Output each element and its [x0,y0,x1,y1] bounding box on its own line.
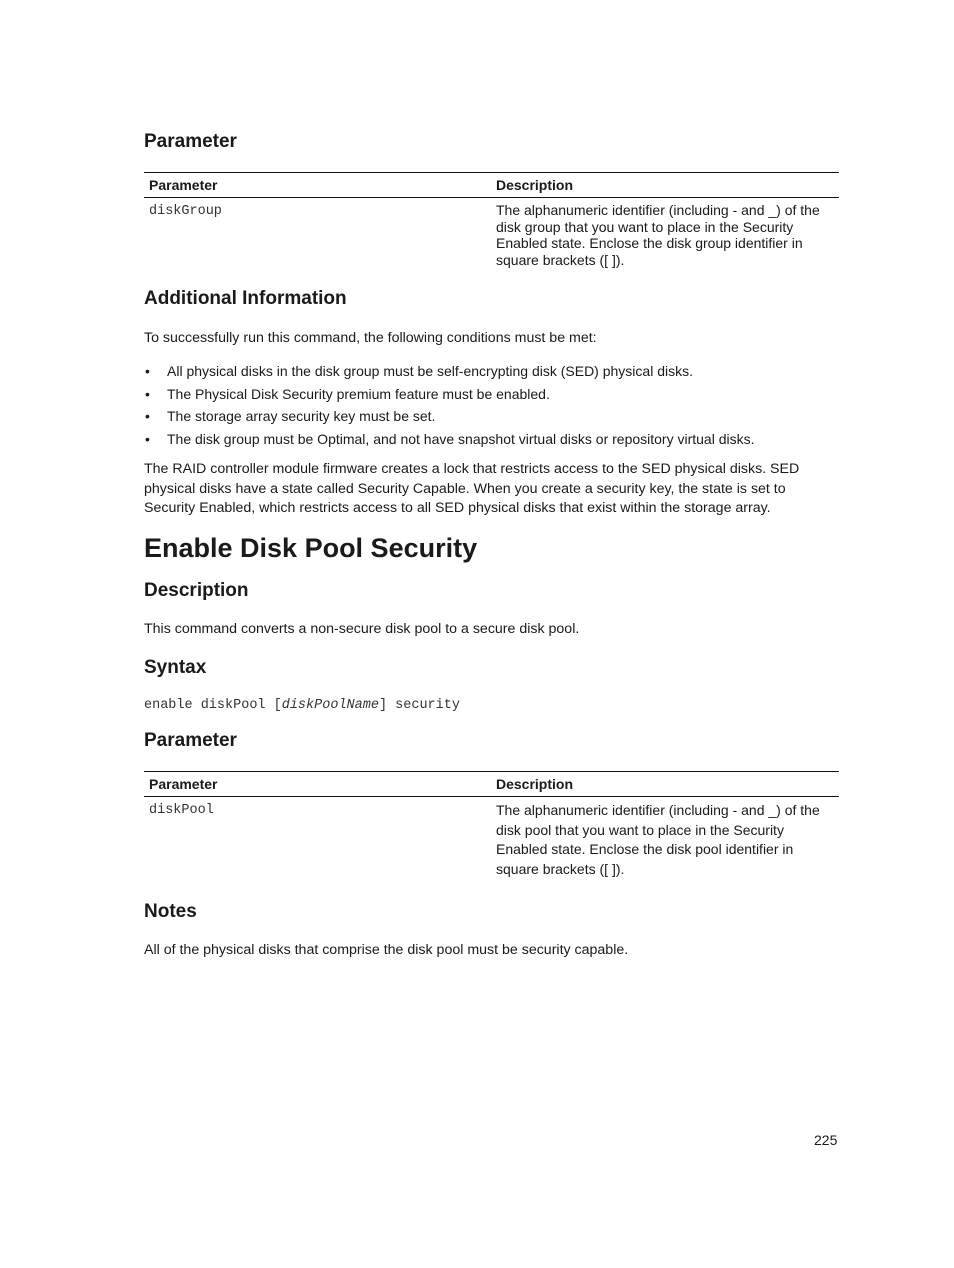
parameter-heading: Parameter [144,730,237,751]
list-item: • The disk group must be Optimal, and not have snapshot virtual disks or repository virtual disks. [144,428,839,451]
section-title: Enable Disk Pool Security [144,533,478,563]
description-text: This command converts a non-secure disk pool to a secure disk pool. [144,621,580,637]
column-header-parameter: Parameter [144,772,491,797]
firmware-paragraph: The RAID controller module firmware creates a lock that restricts access to the SED physical disks. SED physical disks have a state called Security Capable. When you create a security key, the state is set to Security Enabled, which restricts access to all SED physical disks that exist within the storage array. [144,461,800,516]
list-item: • The storage array security key must be set. [144,405,839,428]
parameter-description: The alphanumeric identifier (including - and _) of the disk pool that you want to place in the Security Enabled state. Enclose the disk pool identifier in square brackets ([ ]). [496,802,820,877]
syntax-code [144,696,839,716]
additional-information-heading: Additional Information [144,288,347,309]
syntax-prefix: enable diskPool [ [144,698,282,713]
list-item: • All physical disks in the disk group must be self-encrypting disk (SED) physical disks. [144,360,839,383]
conditions-list [144,360,839,450]
parameter-name: diskPool [149,803,214,818]
notes-text: All of the physical disks that comprise the disk pool must be security capable. [144,942,629,958]
syntax-variable: diskPoolName [281,698,379,713]
parameter-name: diskGroup [149,204,222,219]
syntax-heading: Syntax [144,657,207,678]
notes-heading: Notes [144,901,197,922]
table-row [144,198,839,269]
page-number: 225 [814,1132,838,1148]
column-header-description: Description [491,173,839,198]
parameter-description: The alphanumeric identifier (including - and _) of the disk group that you want to place in the Security Enabled state. Enclose the disk group identifier in square brackets ([ ]). [496,202,820,268]
table-row [144,797,839,880]
parameter-heading: Parameter [144,131,237,152]
syntax-suffix: ] security [378,698,460,713]
conditions-intro: To successfully run this command, the following conditions must be met: [144,330,597,346]
description-heading: Description [144,580,249,601]
parameter-table [144,172,839,268]
list-item: • The Physical Disk Security premium feature must be enabled. [144,383,839,406]
column-header-description: Description [491,772,839,797]
parameter-table [144,771,839,879]
column-header-parameter: Parameter [144,173,491,198]
